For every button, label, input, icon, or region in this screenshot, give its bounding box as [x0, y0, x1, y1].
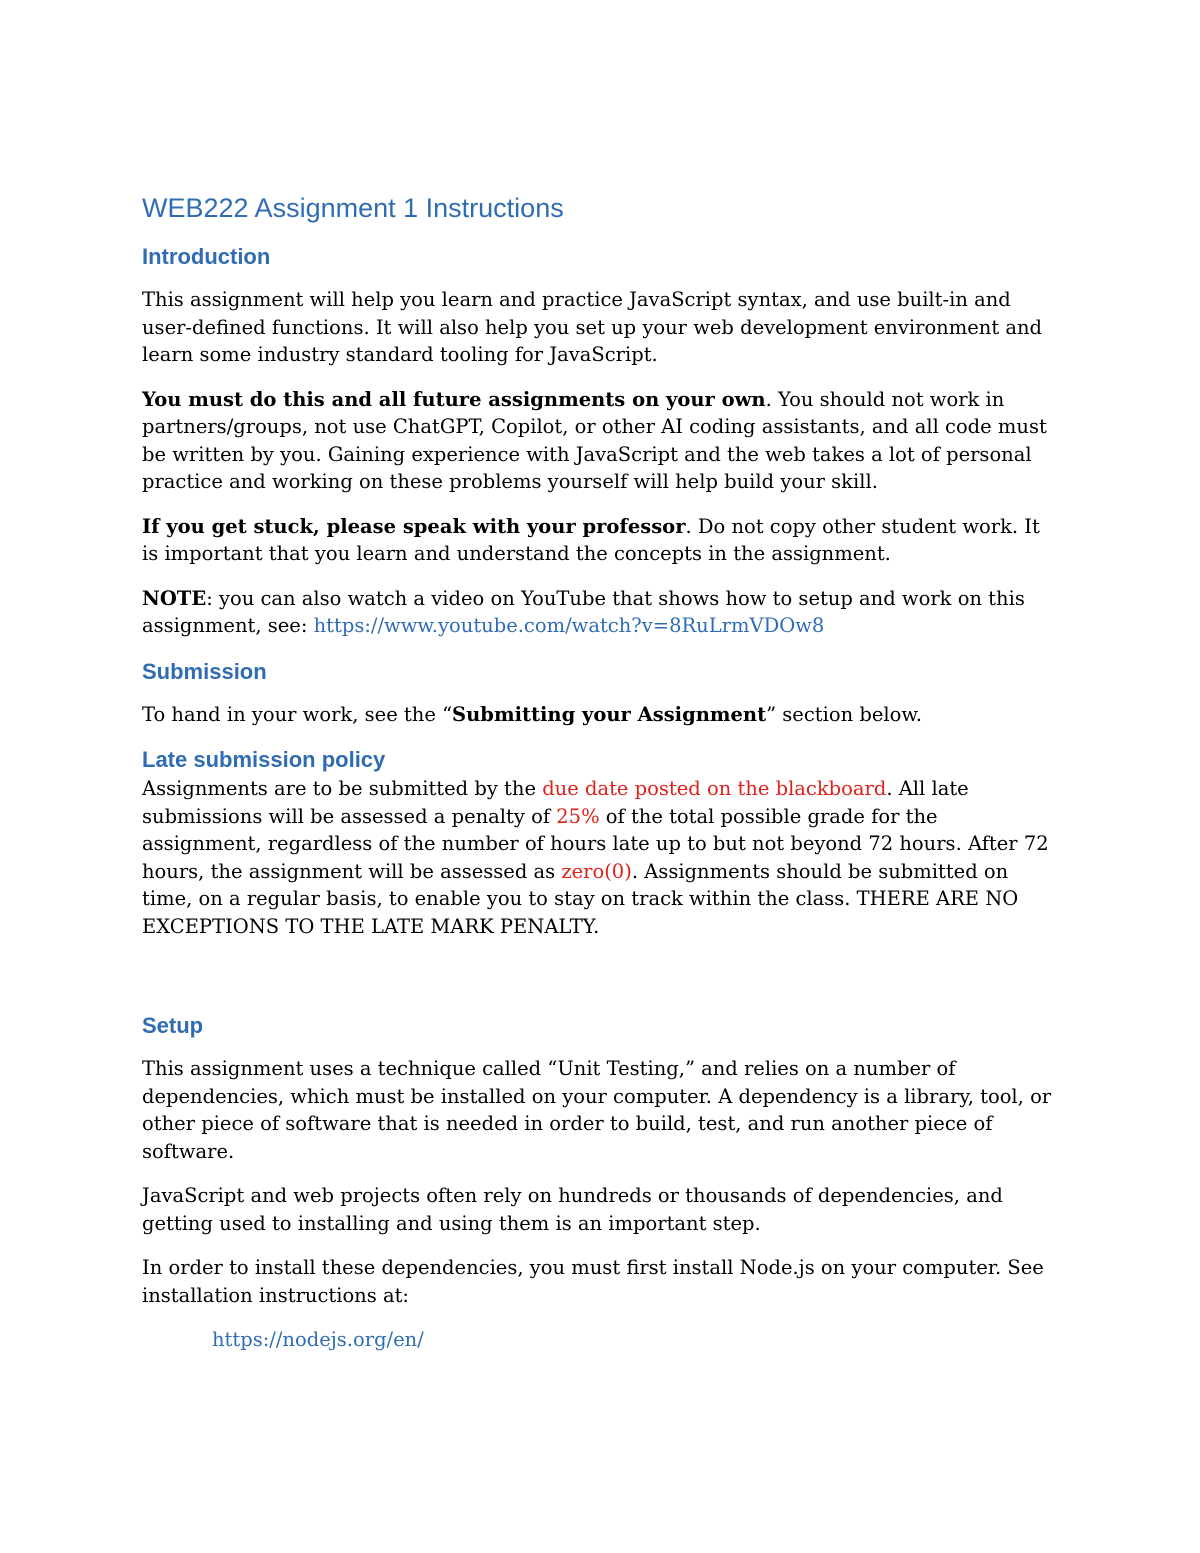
note-text: : you can also watch a video on YouTube that shows how to setup and work on this assignment, see: [142, 586, 1025, 637]
setup-paragraph-3: In order to install these dependencies, you must first install Node.js on your computer. See installation instructions at: [142, 1256, 1044, 1307]
note-label: NOTE [142, 586, 207, 610]
stuck-text: . Do not copy other student work. It is important that you learn and understand the concepts in the assignment. [142, 514, 1040, 565]
introduction-heading: Introduction [142, 244, 271, 269]
setup-paragraph-2: JavaScript and web projects often rely on hundreds or thousands of dependencies, and getting used to installing and using them is an important step. [142, 1184, 1003, 1235]
nodejs-link[interactable]: https://nodejs.org/en/ [212, 1328, 424, 1351]
own-work-text: . You should not work in partners/groups, not use ChatGPT, Copilot, or other AI coding assistants, and all code must be written by you. Gaining experience with JavaScript and the web takes a lot of personal practice and working on these problems yourself will help build your skill. [142, 387, 1047, 493]
late-text-4: . Assignments should be submitted on time, on a regular basis, to enable you to stay on track within the class. THERE ARE NO EXCEPTIONS TO THE LATE MARK PENALTY. [142, 859, 1019, 938]
intro-paragraph-2 [142, 386, 1062, 496]
late-text-3: of the total possible grade for the assignment, regardless of the number of hours late up to but not beyond 72 hours. After 72 hours, the assignment will be assessed as [142, 804, 1049, 883]
document-page [142, 188, 1062, 1371]
submission-section-name: Submitting your Assignment [452, 702, 767, 726]
due-date-highlight: due date posted on the blackboard [542, 777, 887, 800]
own-work-emphasis: You must do this and all future assignments on your own [142, 387, 766, 411]
section-spacer [142, 957, 1062, 1011]
stuck-emphasis: If you get stuck, please speak with your professor [142, 514, 686, 538]
setup-heading: Setup [142, 1013, 204, 1038]
late-policy-heading: Late submission policy [142, 747, 386, 772]
penalty-highlight: 25% [556, 804, 600, 828]
late-text-2: . All late submissions will be assessed a penalty of [142, 777, 969, 828]
setup-paragraph-1: This assignment uses a technique called “Unit Testing,” and relies on a number of dependencies, which must be installed on your computer. A dependency is a library, tool, or other piece of software that is needed in order to build, test, and run another piece of software. [142, 1057, 1052, 1163]
late-policy-paragraph [142, 775, 1062, 940]
intro-paragraph-4 [142, 585, 1062, 640]
late-text-1: Assignments are to be submitted by the [142, 777, 543, 800]
submission-text-before: To hand in your work, see the “ [142, 702, 453, 726]
submission-heading: Submission [142, 658, 267, 684]
submission-paragraph [142, 701, 1062, 729]
nodejs-link-paragraph [142, 1326, 1062, 1354]
intro-paragraph-1: This assignment will help you learn and practice JavaScript syntax, and use built-in and user-defined functions. It will also help you set up your web development environment and learn some industry standard tooling for JavaScript. [142, 288, 1043, 366]
intro-paragraph-3 [142, 513, 1062, 568]
youtube-link[interactable]: https://www.youtube.com/watch?v=8RuLrmVDOw8 [313, 614, 825, 637]
submission-text-after: ” section below. [766, 702, 922, 726]
zero-highlight: zero(0) [561, 859, 632, 883]
document-title: WEB222 Assignment 1 Instructions [142, 193, 564, 223]
